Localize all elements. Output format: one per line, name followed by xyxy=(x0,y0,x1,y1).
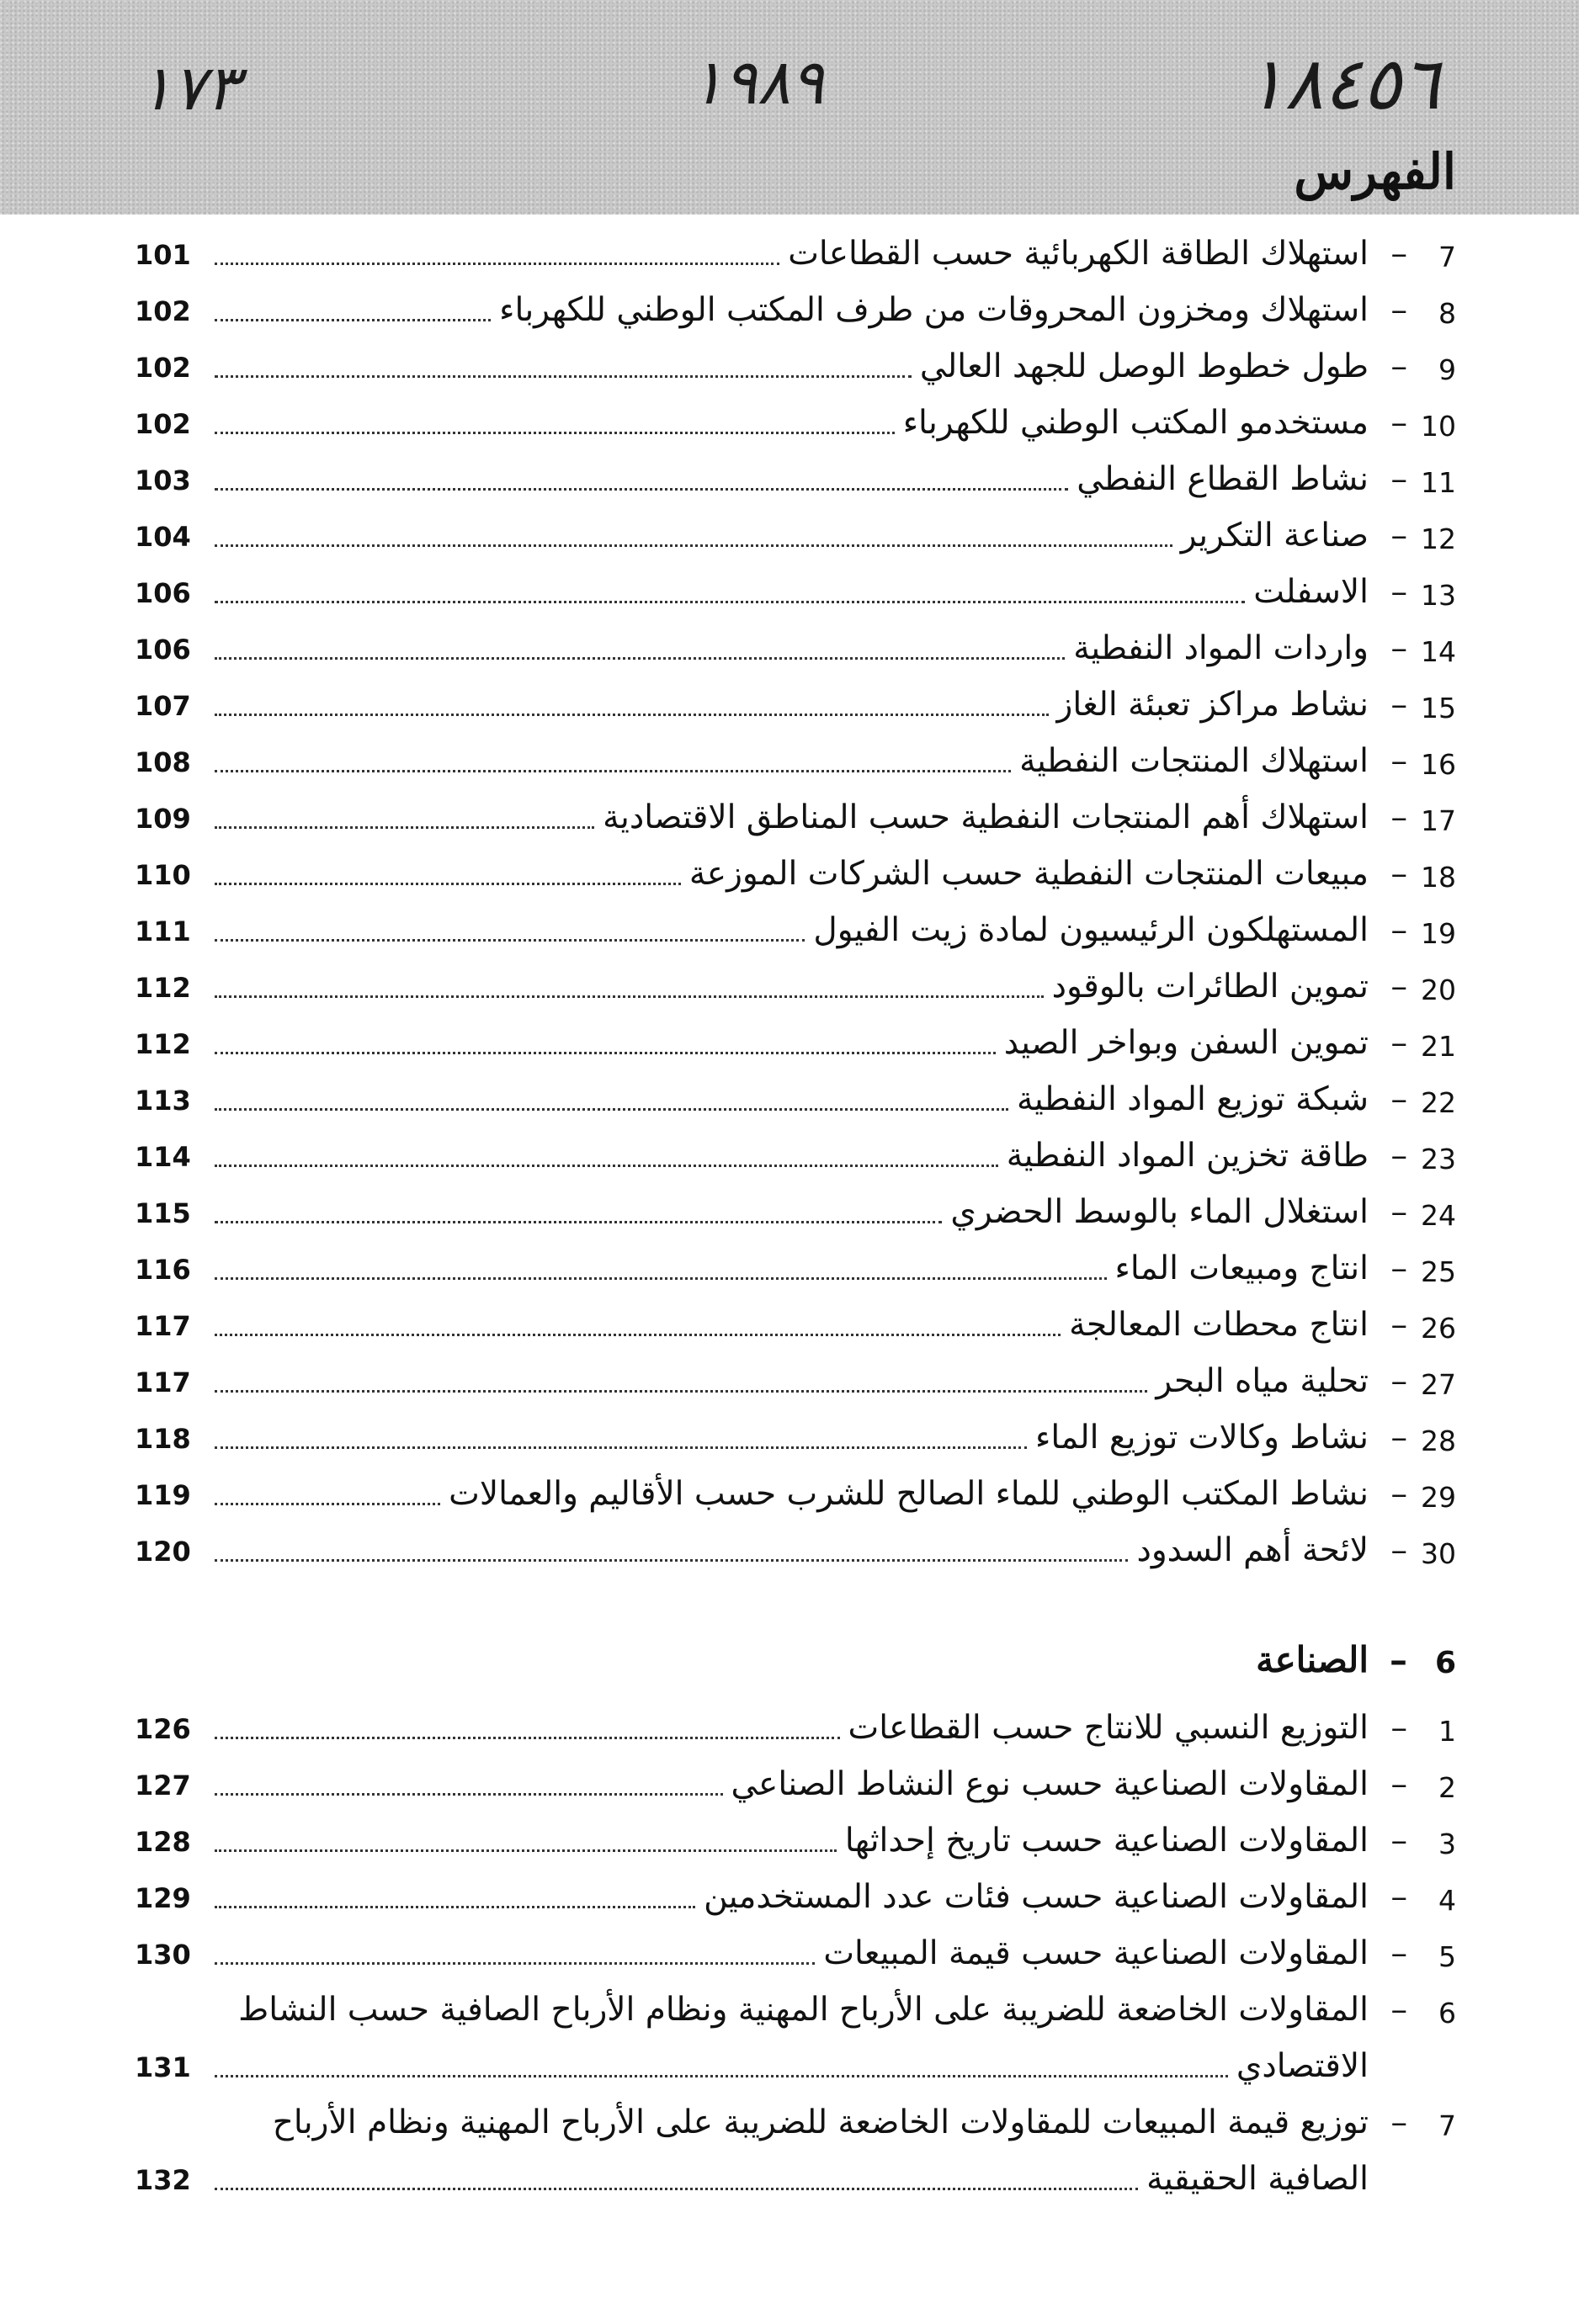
handwritten-note-center: ١٩٨٩ xyxy=(690,46,824,119)
entry-dash: – xyxy=(1390,1878,1407,1916)
toc-entry xyxy=(135,733,1456,789)
toc-entry xyxy=(135,789,1456,846)
leader-dots xyxy=(215,1534,1128,1562)
entry-title: المقاولات الصناعية حسب نوع النشاط الصناعي xyxy=(731,1765,1369,1803)
entry-page-number: 108 xyxy=(135,746,191,778)
leader-dots xyxy=(215,1824,837,1852)
leader-dots xyxy=(215,801,594,829)
entry-title: شبكة توزيع المواد النفطية xyxy=(1016,1080,1369,1118)
entry-number: 6 xyxy=(1438,1997,1456,2030)
entry-page-number: 120 xyxy=(135,1536,191,1568)
entry-dash: – xyxy=(1390,1822,1407,1860)
entry-title: توزيع قيمة المبيعات للمقاولات الخاضعة للضريبة على الأرباح المهنية ونظام الأرباح xyxy=(272,2104,1369,2141)
entry-number: 10 xyxy=(1421,410,1456,443)
entry-page-number: 126 xyxy=(135,1713,191,1745)
toc-entry xyxy=(135,451,1456,507)
leader-dots xyxy=(215,1478,440,1505)
entry-dash: – xyxy=(1390,1080,1407,1118)
entry-title: صناعة التكرير xyxy=(1180,517,1369,554)
entry-number: 16 xyxy=(1421,748,1456,781)
toc-entry xyxy=(135,677,1456,733)
leader-dots xyxy=(215,1027,996,1054)
entry-page-number: 114 xyxy=(135,1141,191,1173)
toc-entry xyxy=(135,958,1456,1015)
entry-title: انتاج محطات المعالجة xyxy=(1069,1306,1369,1344)
entry-title: طاقة تخزين المواد النفطية xyxy=(1006,1137,1369,1175)
entry-number: 7 xyxy=(1438,241,1456,273)
entry-dash: – xyxy=(1390,1250,1407,1287)
entry-dash: – xyxy=(1390,1475,1407,1513)
entry-title-continuation: الصافية الحقيقية xyxy=(1146,2160,1369,2198)
leader-dots xyxy=(215,2162,1138,2190)
entry-page-number: 112 xyxy=(135,972,191,1004)
entry-number: 23 xyxy=(1421,1143,1456,1175)
toc-entry xyxy=(135,620,1456,677)
entry-page-number: 104 xyxy=(135,521,191,553)
entry-number: 20 xyxy=(1421,974,1456,1006)
entry-number: 4 xyxy=(1438,1884,1456,1917)
leader-dots xyxy=(215,294,491,321)
toc-entry xyxy=(135,282,1456,338)
toc-entry xyxy=(135,1925,1456,1982)
entry-title: تموين السفن وبواخر الصيد xyxy=(1003,1024,1369,1062)
entry-title: تموين الطائرات بالوقود xyxy=(1051,968,1369,1005)
entry-title: لائحة أهم السدود xyxy=(1136,1531,1369,1569)
entry-dash: – xyxy=(1390,1709,1407,1747)
leader-dots xyxy=(215,857,681,885)
entry-title: استغلال الماء بالوسط الحضري xyxy=(950,1193,1369,1231)
entry-page-number: 131 xyxy=(135,2051,191,2083)
leader-dots xyxy=(215,350,912,378)
entry-title: مبيعات المنتجات النفطية حسب الشركات الموزعة xyxy=(688,855,1369,893)
section-toc-list xyxy=(135,1700,1456,2207)
leader-dots xyxy=(215,745,1011,772)
entry-dash: – xyxy=(1390,629,1407,667)
entry-page-number: 106 xyxy=(135,577,191,609)
toc-list xyxy=(135,226,1456,1579)
leader-dots xyxy=(215,1768,723,1796)
entry-page-number: 106 xyxy=(135,634,191,666)
entry-dash: – xyxy=(1390,855,1407,893)
entry-title: المقاولات الصناعية حسب قيمة المبيعات xyxy=(823,1934,1369,1972)
entry-number: 29 xyxy=(1421,1481,1456,1514)
toc-entry xyxy=(135,1240,1456,1297)
entry-title: المقاولات الصناعية حسب تاريخ إحداثها xyxy=(844,1822,1369,1860)
entry-number: 8 xyxy=(1438,297,1456,330)
leader-dots xyxy=(215,1365,1147,1393)
toc-entry xyxy=(135,1184,1456,1240)
entry-number: 19 xyxy=(1421,917,1456,950)
entry-page-number: 101 xyxy=(135,239,191,271)
page-title: الفهرس xyxy=(1294,143,1456,200)
entry-number: 25 xyxy=(1421,1255,1456,1288)
entry-dash: – xyxy=(1390,1765,1407,1803)
entry-number: 27 xyxy=(1421,1368,1456,1401)
entry-title: نشاط المكتب الوطني للماء الصالح للشرب حسب الأقاليم والعمالات xyxy=(449,1475,1369,1513)
entry-dash: – xyxy=(1390,348,1407,385)
entry-page-number: 107 xyxy=(135,690,191,722)
entry-title: مستخدمو المكتب الوطني للكهرباء xyxy=(902,404,1369,442)
entry-dash: – xyxy=(1390,291,1407,329)
entry-title: استهلاك الطاقة الكهربائية حسب القطاعات xyxy=(788,235,1369,273)
entry-page-number: 116 xyxy=(135,1254,191,1286)
entry-number: 1 xyxy=(1438,1715,1456,1748)
entry-number: 17 xyxy=(1421,804,1456,837)
entry-dash: – xyxy=(1390,517,1407,554)
entry-page-number: 102 xyxy=(135,352,191,384)
entry-dash: – xyxy=(1390,799,1407,836)
entry-number: 14 xyxy=(1421,635,1456,668)
entry-title: المستهلكون الرئيسيون لمادة زيت الفيول xyxy=(813,911,1369,949)
entry-title: التوزيع النسبي للانتاج حسب القطاعات xyxy=(848,1709,1369,1747)
entry-title: نشاط مراكز تعبئة الغاز xyxy=(1056,686,1369,724)
entry-dash: – xyxy=(1390,911,1407,949)
toc-entry xyxy=(135,1128,1456,1184)
entry-page-number: 113 xyxy=(135,1085,191,1117)
entry-number: 24 xyxy=(1421,1199,1456,1232)
toc-entry xyxy=(135,1071,1456,1128)
leader-dots xyxy=(215,914,805,942)
entry-number: 7 xyxy=(1438,2109,1456,2142)
entry-dash: – xyxy=(1390,573,1407,611)
leader-dots xyxy=(215,632,1065,660)
entry-dash: – xyxy=(1390,235,1407,273)
entry-title-continuation: الاقتصادي xyxy=(1236,2047,1369,2085)
entry-dash: – xyxy=(1390,1193,1407,1231)
toc-entry xyxy=(135,395,1456,451)
entry-page-number: 117 xyxy=(135,1366,191,1398)
leader-dots xyxy=(215,1196,942,1223)
toc-entry xyxy=(135,902,1456,958)
toc-entry xyxy=(135,1700,1456,1756)
entry-title: نشاط وكالات توزيع الماء xyxy=(1035,1419,1369,1456)
entry-page-number: 102 xyxy=(135,295,191,327)
leader-dots xyxy=(215,688,1049,716)
toc-entry xyxy=(135,1522,1456,1579)
toc-entry xyxy=(135,564,1456,620)
entry-dash: – xyxy=(1390,2104,1407,2141)
entry-dash: – xyxy=(1390,460,1407,498)
toc-entry xyxy=(135,507,1456,564)
entry-dash: – xyxy=(1390,1137,1407,1175)
entry-title: انتاج ومبيعات الماء xyxy=(1114,1250,1369,1287)
section-number: 6 xyxy=(1434,1646,1456,1680)
leader-dots xyxy=(215,1308,1061,1336)
entry-number: 13 xyxy=(1421,579,1456,612)
leader-dots xyxy=(215,1421,1027,1449)
entry-title: تحلية مياه البحر xyxy=(1156,1362,1369,1400)
entry-number: 28 xyxy=(1421,1425,1456,1457)
entry-title: المقاولات الخاضعة للضريبة على الأرباح المهنية ونظام الأرباح الصافية حسب النشاط xyxy=(238,1991,1369,2029)
leader-dots xyxy=(215,237,779,265)
entry-title: المقاولات الصناعية حسب فئات عدد المستخدمين xyxy=(704,1878,1369,1916)
entry-page-number: 115 xyxy=(135,1197,191,1229)
entry-page-number: 130 xyxy=(135,1939,191,1971)
entry-dash: – xyxy=(1390,686,1407,724)
toc-entry xyxy=(135,338,1456,395)
entry-title: نشاط القطاع النفطي xyxy=(1077,460,1369,498)
toc-entry xyxy=(135,1756,1456,1812)
entry-page-number: 111 xyxy=(135,915,191,947)
toc-entry xyxy=(135,1015,1456,1071)
leader-dots xyxy=(215,1881,695,1908)
section-dash: – xyxy=(1390,1639,1407,1680)
leader-dots xyxy=(215,576,1245,603)
entry-title: طول خطوط الوصل للجهد العالي xyxy=(919,348,1369,385)
section-heading xyxy=(135,1631,1456,1690)
handwritten-note-right: ١٨٤٥٦ xyxy=(1246,42,1440,126)
entry-dash: – xyxy=(1390,1934,1407,1972)
entry-dash: – xyxy=(1390,1362,1407,1400)
toc-entry xyxy=(135,1297,1456,1353)
entry-number: 11 xyxy=(1421,466,1456,499)
entry-page-number: 103 xyxy=(135,464,191,496)
entry-page-number: 109 xyxy=(135,803,191,835)
entry-dash: – xyxy=(1390,968,1407,1005)
toc-entry xyxy=(135,2094,1456,2207)
entry-number: 15 xyxy=(1421,692,1456,724)
toc-entry xyxy=(135,1409,1456,1466)
entry-number: 3 xyxy=(1438,1828,1456,1860)
entry-dash: – xyxy=(1390,1306,1407,1344)
entry-page-number: 132 xyxy=(135,2164,191,2196)
entry-page-number: 117 xyxy=(135,1310,191,1342)
entry-number: 9 xyxy=(1438,353,1456,386)
toc-entry xyxy=(135,1982,1456,2094)
entry-number: 12 xyxy=(1421,523,1456,555)
leader-dots xyxy=(215,1711,840,1739)
entry-dash: – xyxy=(1390,1531,1407,1569)
leader-dots xyxy=(215,1937,815,1965)
entry-dash: – xyxy=(1390,1991,1407,2029)
leader-dots xyxy=(215,970,1044,998)
entry-dash: – xyxy=(1390,404,1407,442)
entry-page-number: 110 xyxy=(135,859,191,891)
entry-number: 22 xyxy=(1421,1086,1456,1119)
entry-dash: – xyxy=(1390,1419,1407,1456)
entry-number: 21 xyxy=(1421,1030,1456,1063)
leader-dots xyxy=(215,463,1068,491)
toc-entry xyxy=(135,1869,1456,1925)
entry-page-number: 112 xyxy=(135,1028,191,1060)
entry-number: 2 xyxy=(1438,1771,1456,1804)
leader-dots xyxy=(215,1083,1008,1111)
toc-entry xyxy=(135,1812,1456,1869)
entry-title: واردات المواد النفطية xyxy=(1073,629,1369,667)
leader-dots xyxy=(215,406,895,434)
leader-dots xyxy=(215,1252,1107,1280)
entry-page-number: 102 xyxy=(135,408,191,440)
entry-number: 5 xyxy=(1438,1940,1456,1973)
entry-page-number: 127 xyxy=(135,1770,191,1801)
leader-dots xyxy=(215,519,1172,547)
toc-entry xyxy=(135,226,1456,282)
section-title: الصناعة xyxy=(1256,1639,1369,1680)
entry-page-number: 128 xyxy=(135,1826,191,1858)
entry-number: 26 xyxy=(1421,1312,1456,1345)
entry-title: استهلاك ومخزون المحروقات من طرف المكتب الوطني للكهرباء xyxy=(499,291,1369,329)
entry-page-number: 129 xyxy=(135,1882,191,1914)
entry-number: 30 xyxy=(1421,1537,1456,1570)
toc-entry xyxy=(135,846,1456,902)
entry-dash: – xyxy=(1390,742,1407,780)
entry-title: الاسفلت xyxy=(1253,573,1369,611)
entry-page-number: 119 xyxy=(135,1479,191,1511)
entry-page-number: 118 xyxy=(135,1423,191,1455)
toc-entry xyxy=(135,1353,1456,1409)
entry-title: استهلاك أهم المنتجات النفطية حسب المناطق الاقتصادية xyxy=(603,799,1369,836)
leader-dots xyxy=(215,2050,1228,2077)
entry-number: 18 xyxy=(1421,861,1456,894)
handwritten-note-left: ١٧٣ xyxy=(139,52,240,125)
entry-dash: – xyxy=(1390,1024,1407,1062)
toc-entry xyxy=(135,1466,1456,1522)
entry-title: استهلاك المنتجات النفطية xyxy=(1019,742,1369,780)
leader-dots xyxy=(215,1139,998,1167)
